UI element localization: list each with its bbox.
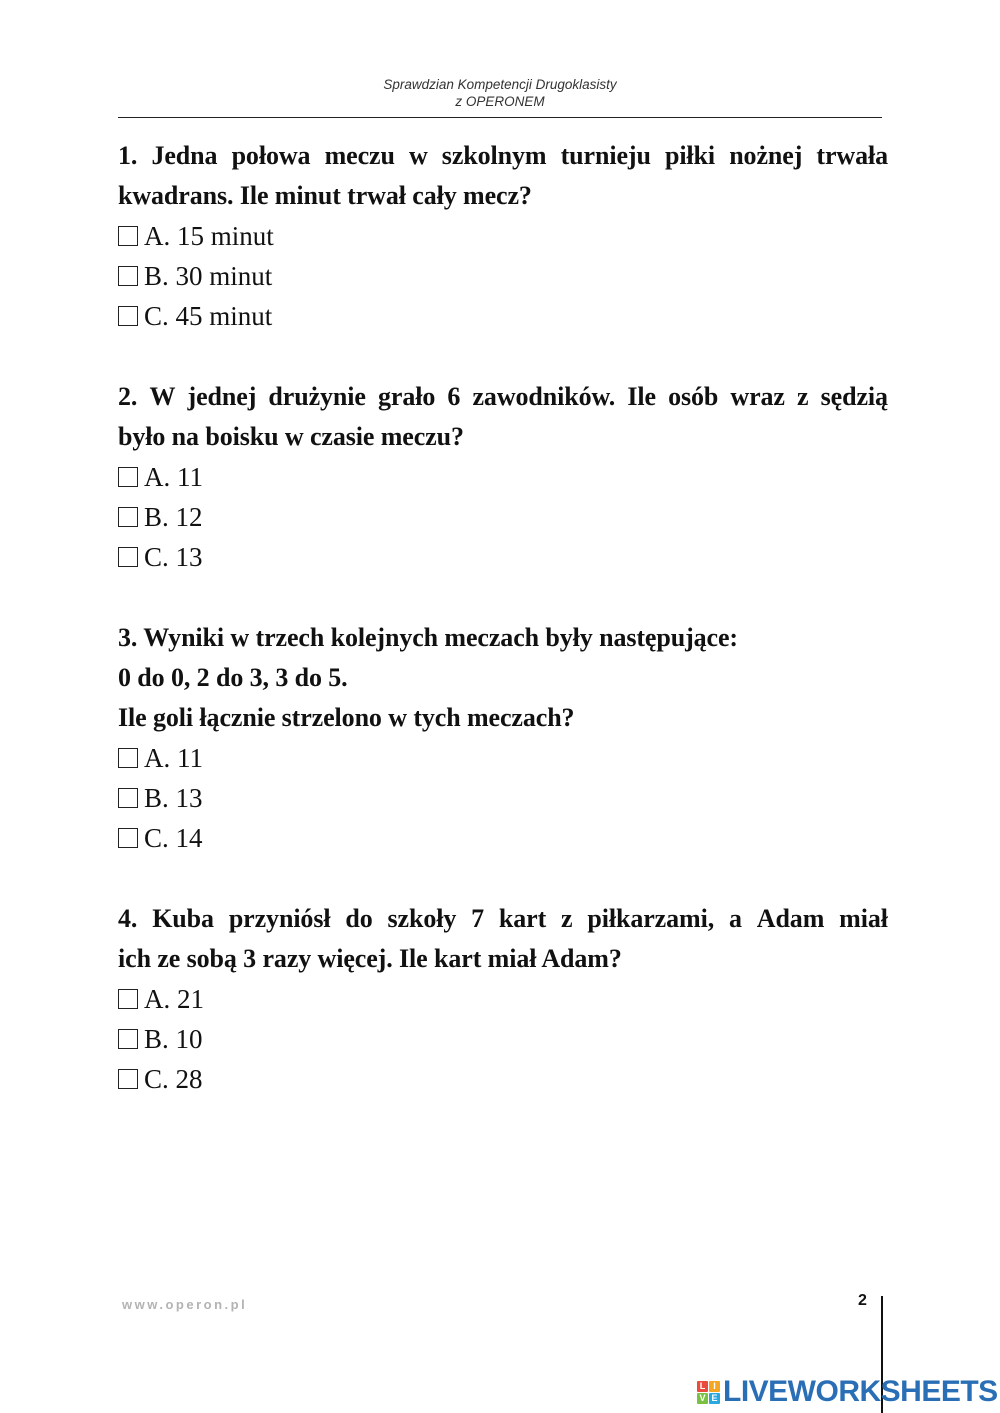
question-word: piłkarzami, bbox=[587, 904, 715, 933]
answer-option[interactable] bbox=[118, 296, 888, 336]
answer-option[interactable] bbox=[118, 256, 888, 296]
question-word: do bbox=[345, 904, 373, 933]
logo-squares-icon bbox=[697, 1381, 720, 1404]
answer-label: C. 28 bbox=[144, 1063, 203, 1094]
question-word: W bbox=[149, 382, 176, 411]
question-word: osób bbox=[668, 382, 719, 411]
answer-checkbox[interactable] bbox=[118, 226, 138, 246]
question-text-line: było na boisku w czasie meczu? bbox=[118, 422, 464, 451]
question-text-line: ich ze sobą 3 razy więcej. Ile kart miał Adam? bbox=[118, 944, 622, 973]
question-word: trwała bbox=[816, 141, 888, 170]
answer-label: C. 13 bbox=[144, 541, 203, 572]
answer-option[interactable] bbox=[118, 979, 888, 1019]
question-text-line bbox=[118, 377, 888, 417]
page-number: 2 bbox=[858, 1292, 867, 1309]
question-word: szkoły bbox=[387, 904, 457, 933]
question-word: zawodników. bbox=[472, 382, 616, 411]
question-word: wraz bbox=[730, 382, 785, 411]
answer-checkbox[interactable] bbox=[118, 266, 138, 286]
question-word: piłki bbox=[664, 141, 716, 170]
question-word: turnieju bbox=[560, 141, 651, 170]
question-word: Jedna bbox=[151, 141, 218, 170]
question-word: Adam bbox=[756, 904, 825, 933]
question-text-line: 0 do 0, 2 do 3, 3 do 5. bbox=[118, 663, 348, 692]
question-1 bbox=[118, 136, 888, 336]
question-2 bbox=[118, 377, 888, 577]
answer-option[interactable] bbox=[118, 457, 888, 497]
question-text-line: kwadrans. Ile minut trwał cały mecz? bbox=[118, 181, 532, 210]
question-word: meczu bbox=[324, 141, 395, 170]
logo-square: E bbox=[709, 1393, 720, 1404]
question-word: nożnej bbox=[729, 141, 803, 170]
question-word: drużynie bbox=[268, 382, 366, 411]
question-word: a bbox=[728, 904, 742, 933]
question-word: połowa bbox=[231, 141, 311, 170]
question-word: kart bbox=[498, 904, 547, 933]
answer-checkbox[interactable] bbox=[118, 788, 138, 808]
question-word: 7 bbox=[471, 904, 485, 933]
answer-label: B. 12 bbox=[144, 501, 203, 532]
question-word: 1. bbox=[118, 141, 138, 170]
question-text-line: Ile goli łącznie strzelono w tych meczach? bbox=[118, 703, 575, 732]
answer-option[interactable] bbox=[118, 216, 888, 256]
answer-checkbox[interactable] bbox=[118, 547, 138, 567]
answer-option[interactable] bbox=[118, 778, 888, 818]
answer-label: B. 13 bbox=[144, 782, 203, 813]
question-3 bbox=[118, 618, 888, 858]
logo-text: LIVEWORKSHEETS bbox=[723, 1375, 998, 1408]
answer-label: A. 11 bbox=[144, 742, 203, 773]
question-word: szkolnym bbox=[441, 141, 547, 170]
header-divider bbox=[118, 117, 882, 118]
answer-checkbox[interactable] bbox=[118, 748, 138, 768]
answer-option[interactable] bbox=[118, 537, 888, 577]
page-header bbox=[118, 76, 882, 110]
header-title: Sprawdzian Kompetencji Drugoklasisty bbox=[383, 77, 617, 92]
question-word: w bbox=[408, 141, 428, 170]
question-4 bbox=[118, 899, 888, 1099]
answer-label: B. 30 minut bbox=[144, 260, 273, 291]
answer-label: C. 14 bbox=[144, 822, 203, 853]
answer-checkbox[interactable] bbox=[118, 1029, 138, 1049]
question-word: 2. bbox=[118, 382, 138, 411]
answer-checkbox[interactable] bbox=[118, 828, 138, 848]
question-text-line: 3. Wyniki w trzech kolejnych meczach były następujące: bbox=[118, 623, 738, 652]
liveworksheets-logo bbox=[697, 1374, 998, 1410]
answer-checkbox[interactable] bbox=[118, 507, 138, 527]
answer-option[interactable] bbox=[118, 1019, 888, 1059]
question-word: 6 bbox=[447, 382, 461, 411]
logo-square: L bbox=[697, 1381, 708, 1392]
answer-checkbox[interactable] bbox=[118, 989, 138, 1009]
question-word: przyniósł bbox=[228, 904, 331, 933]
answer-label: B. 10 bbox=[144, 1023, 203, 1054]
question-word: sędzią bbox=[820, 382, 888, 411]
answer-checkbox[interactable] bbox=[118, 467, 138, 487]
question-word: jednej bbox=[187, 382, 257, 411]
question-word: z bbox=[797, 382, 809, 411]
footer-url: www.operon.pl bbox=[122, 1297, 248, 1312]
logo-square: I bbox=[709, 1381, 720, 1392]
answer-option[interactable] bbox=[118, 1059, 888, 1099]
question-word: z bbox=[561, 904, 573, 933]
answer-option[interactable] bbox=[118, 497, 888, 537]
answer-label: C. 45 minut bbox=[144, 300, 273, 331]
question-word: grało bbox=[378, 382, 436, 411]
answer-label: A. 11 bbox=[144, 461, 203, 492]
answer-option[interactable] bbox=[118, 738, 888, 778]
answer-checkbox[interactable] bbox=[118, 306, 138, 326]
question-text-line bbox=[118, 136, 888, 176]
header-subtitle: z OPERONEM bbox=[455, 94, 545, 109]
question-word: Ile bbox=[627, 382, 656, 411]
question-text-line bbox=[118, 899, 888, 939]
logo-square: V bbox=[697, 1393, 708, 1404]
question-word: miał bbox=[839, 904, 888, 933]
answer-option[interactable] bbox=[118, 818, 888, 858]
question-word: 4. bbox=[118, 904, 138, 933]
answer-checkbox[interactable] bbox=[118, 1069, 138, 1089]
question-word: Kuba bbox=[152, 904, 214, 933]
answer-label: A. 15 minut bbox=[144, 220, 274, 251]
answer-label: A. 21 bbox=[144, 983, 204, 1014]
